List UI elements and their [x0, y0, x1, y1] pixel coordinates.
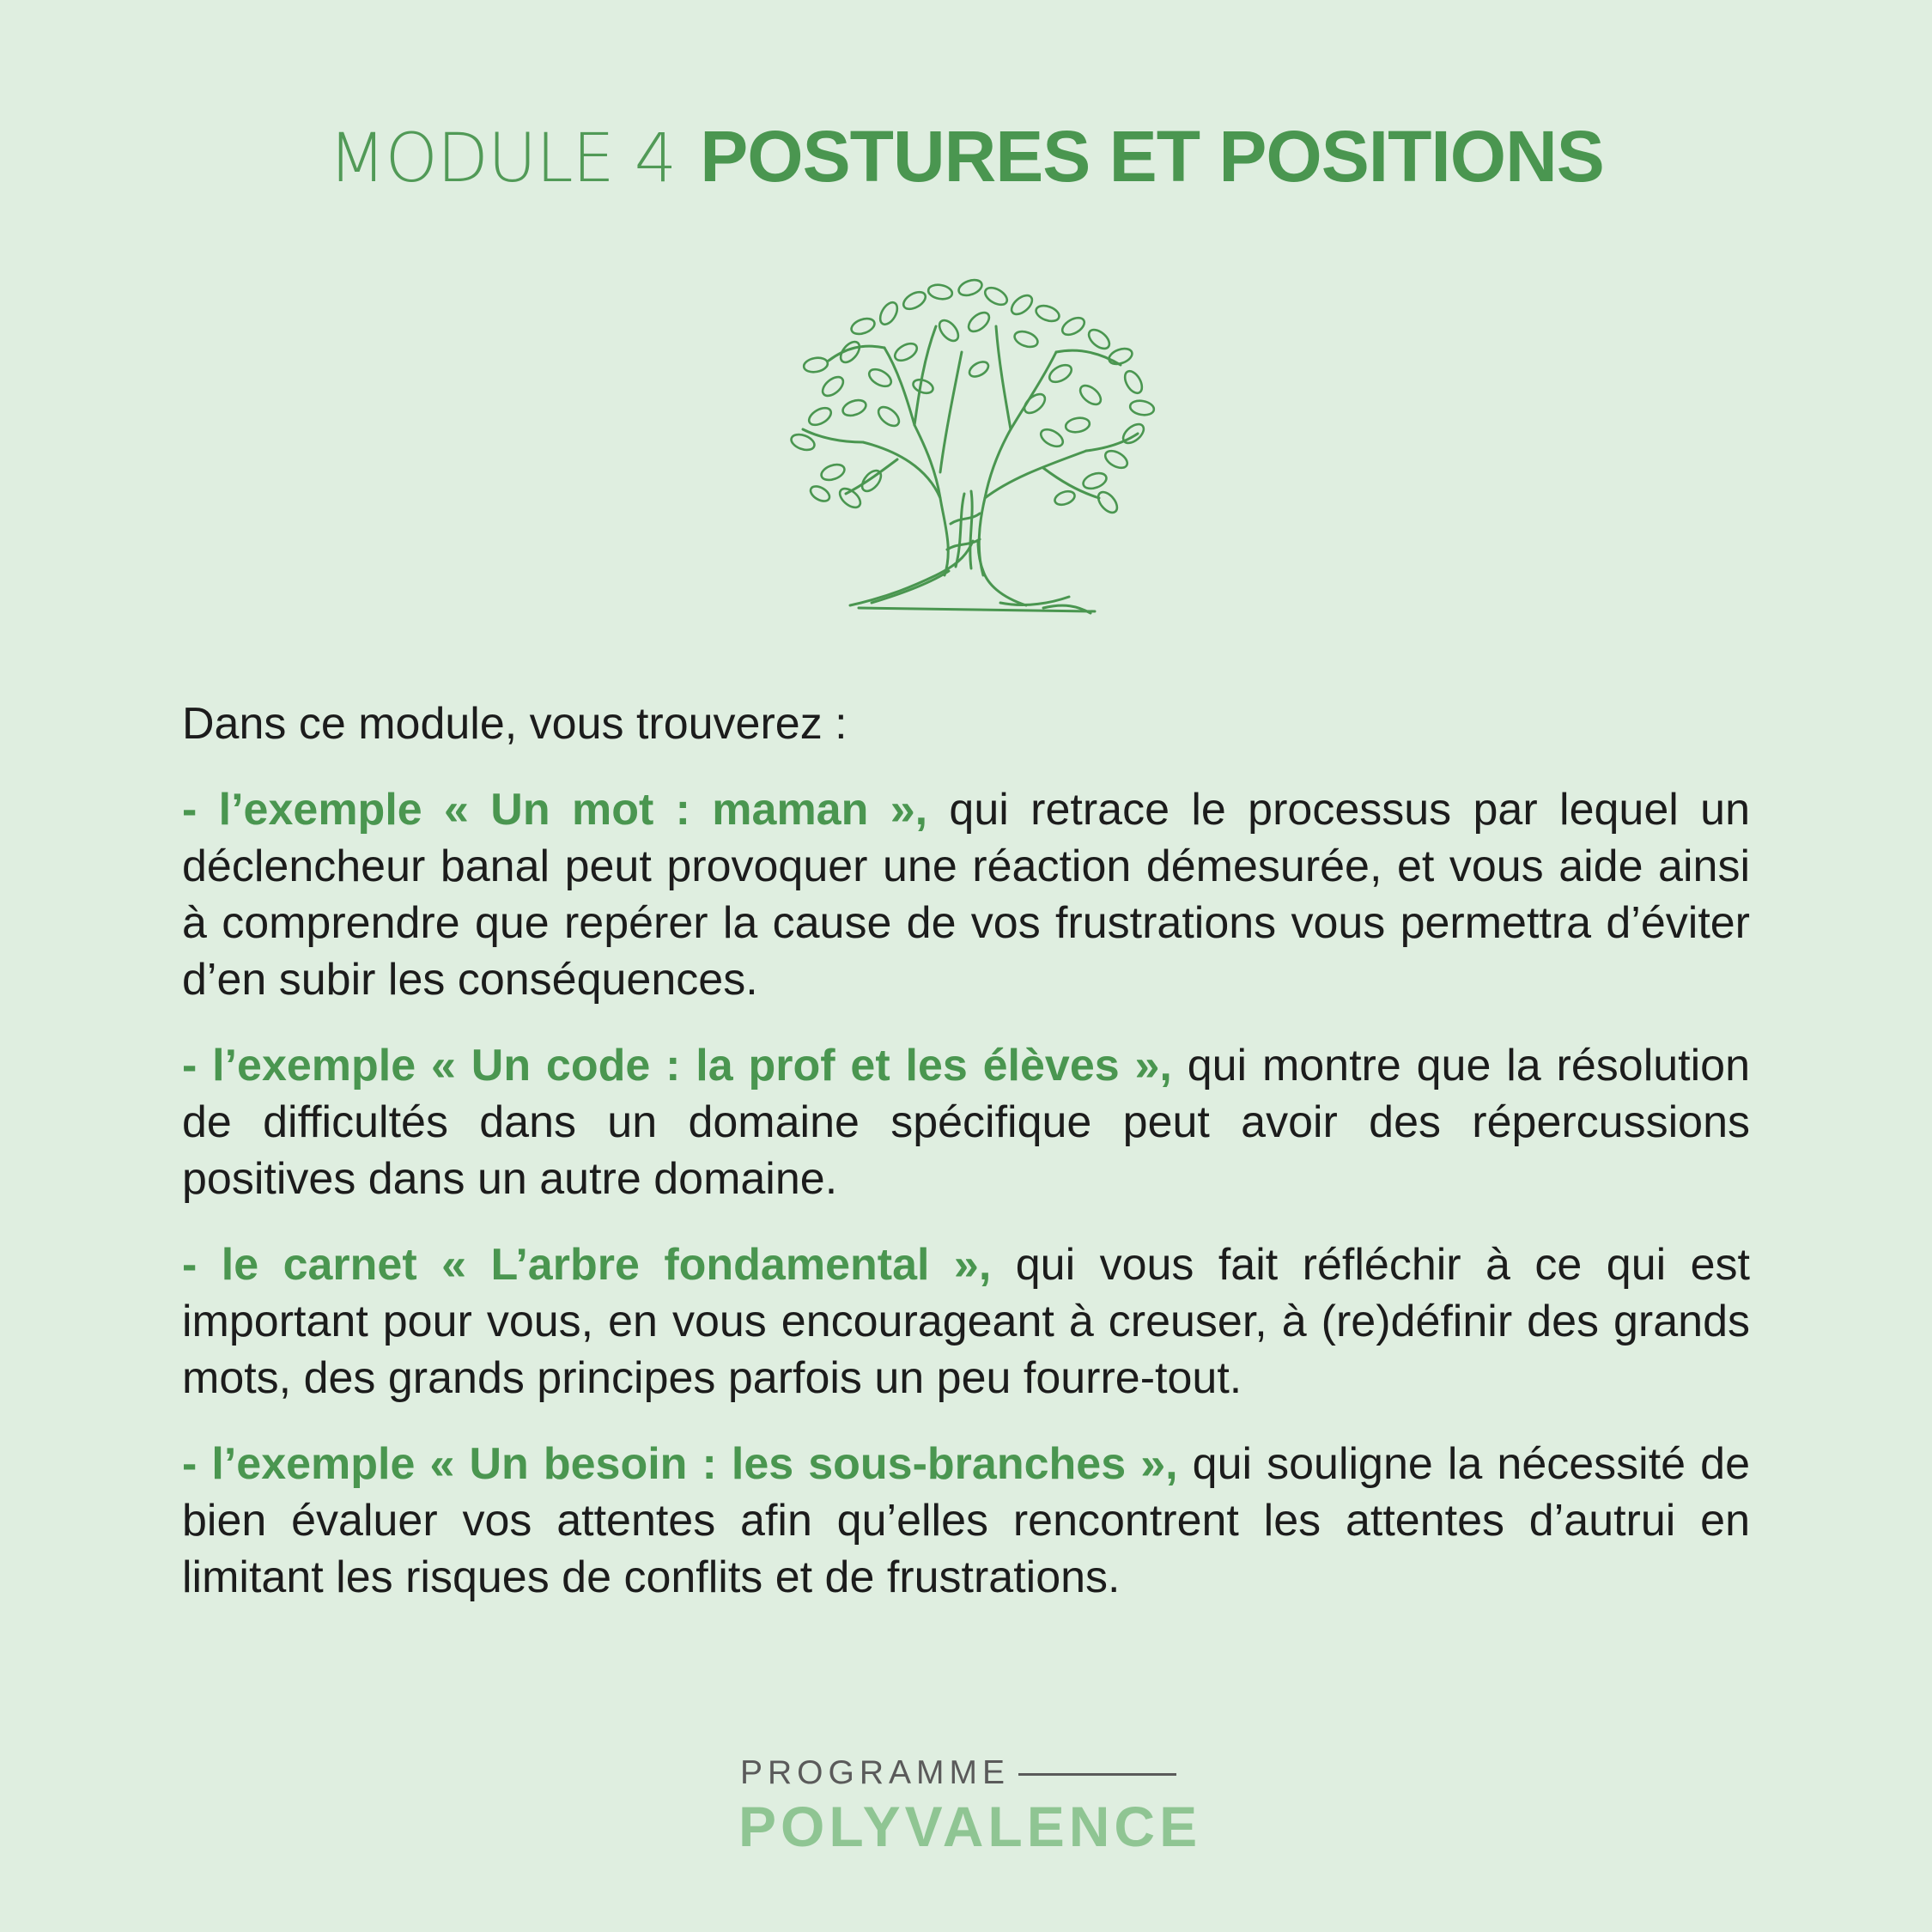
- list-item: [182, 781, 1750, 1008]
- module-description: [182, 696, 1750, 1635]
- programme-row: [740, 1754, 1176, 1792]
- item-lead: - le carnet « L’arbre fondamental »,: [182, 1240, 992, 1290]
- item-lead: - l’exemple « Un code : la prof et les élèves »,: [182, 1041, 1172, 1091]
- item-text: qui vous fait réfléchir à ce qui est important pour vous, en vous encourageant à creuser, à (re)définir des grands mots, des grands principes parfois un peu fourre-tout.: [182, 1240, 1750, 1403]
- tree-icon: [769, 266, 1163, 627]
- module-title: POSTURES ET POSITIONS: [700, 116, 1604, 197]
- item-text: qui souligne la nécessité de bien évaluer vos attentes afin qu’elles rencontrent les attentes d’autrui en limitant les risques de conflits et de frustrations.: [182, 1439, 1751, 1602]
- logo-divider: [1018, 1773, 1176, 1776]
- module-label: MODULE 4: [328, 120, 677, 197]
- item-text: qui retrace le processus par lequel un déclencheur banal peut provoquer une réaction démesurée, et vous aide ainsi à comprendre que repérer la cause de vos frustrations vous permettra d’éviter d’en subir les conséquences.: [182, 785, 1750, 1005]
- brand-name: POLYVALENCE: [738, 1795, 1202, 1858]
- page-header: [0, 116, 1932, 197]
- list-item: [182, 1236, 1750, 1406]
- intro-text: Dans ce module, vous trouverez :: [182, 699, 848, 749]
- item-lead: - l’exemple « Un mot : maman »,: [182, 785, 928, 835]
- item-lead: - l’exemple « Un besoin : les sous-branches »,: [182, 1439, 1178, 1489]
- programme-label: PROGRAMME: [740, 1754, 1011, 1791]
- item-text: qui montre que la résolution de difficultés dans un domaine spécifique peut avoir des répercussions positives dans un autre domaine.: [182, 1041, 1751, 1204]
- list-item: [182, 1037, 1750, 1207]
- list-item: [182, 1436, 1750, 1606]
- programme-logo: [738, 1754, 1221, 1858]
